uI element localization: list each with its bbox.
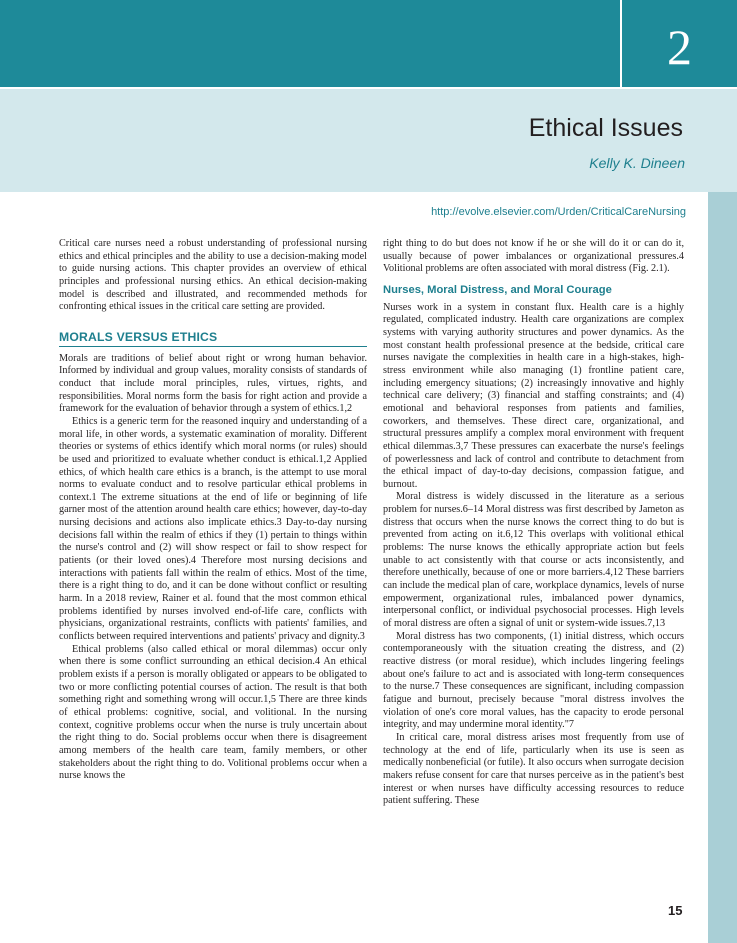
intro-paragraph: Critical care nurses need a robust understanding of professional nursing ethics and ethical principles and the ability to use a decision-making model to guide nursing actions. This chapter provides an overview of ethical principles and professional nursing ethics. An ethical decision-making model is described and illustrated, and recommended methods for confronting ethical issues in the critical care setting are provided. — [59, 238, 367, 313]
section-heading-morals-ethics: MORALS VERSUS ETHICS — [59, 331, 367, 347]
page-number: 15 — [668, 903, 683, 918]
paragraph-ethical-problems: Ethical problems (also called ethical or moral dilemmas) occur only when there is some conflict surrounding an ethical decision.4 An ethical problem exists if a person is morally obligated or appears to be obligated to two or more conflicting potential courses of action. The result is that both something right and something wrong will occur.1,5 There are three kinds of ethical problems: cognitive, social, and volitional. In the nursing context, cognitive problems occur when the nurse is truly uncertain about the right thing to do. Social problems occur when there is disagreement among members of the health care team, family members, or other stakeholders about the right thing to do. Volitional problems occur when a nurse knows the — [59, 643, 367, 782]
side-color-strip — [708, 192, 737, 943]
chapter-number: 2 — [667, 19, 692, 75]
paragraph-volitional-continued: right thing to do but does not know if he or she will do it or can do it, usually because of power imbalances or organizational pressures.4 Volitional problems are often associated with moral distress (Fig. 2.1). — [383, 238, 684, 275]
left-column — [59, 238, 367, 783]
evolve-link[interactable]: http://evolve.elsevier.com/Urden/CriticalCareNursing — [431, 206, 686, 218]
paragraph-morals: Morals are traditions of belief about right or wrong human behavior. Informed by individual and group values, morality consists of standards of conduct that include moral principles, rules, virtues, rights, and responsibilities. Moral norms form the basis for right action and provide a framework for the evaluation of behavior through a system of ethics.1,2 — [59, 352, 367, 415]
paragraph-moral-distress: Moral distress is widely discussed in the literature as a serious problem for nurses.6–14 Moral distress was first described by Jameton as distress that occurs when the nurse knows the correct thing to do but is prevented from acting on it.6,12 This overlaps with volitional ethical problems: The nurse knows the ethically appropriate action but feels unable to act consistently with that course or acts inconsistently, and therefore unethically, because of one or more barriers.4,12 These barriers can include the medical plan of care, workplace dynamics, levels of nurse empowerment, organizational rules, imbalanced power dynamics, interpersonal conflict, or individual psychosocial processes. High levels of moral distress are often a signal of unit or system-wide issues.7,13 — [383, 491, 684, 630]
subsection-heading-moral-distress: Nurses, Moral Distress, and Moral Courage — [383, 283, 612, 296]
chapter-author: Kelly K. Dineen — [589, 155, 685, 171]
paragraph-ethics: Ethics is a generic term for the reasoned inquiry and understanding of a moral life, in other words, a systematic examination of morality. Different theories or systems of ethics identify which moral norms (or rules) should be used and prioritized to evaluate whether conduct is ethical.1,2 Applied ethics, of which health care ethics is a branch, is the attempt to use moral norms to evaluate conduct and to resolve particular ethical problems in context.1 The extreme situations at the end of life or beginning of life garner most of the attention around health care ethics; however, day-to-day nursing decisions and actions also implicate ethics.3 Day-to-day nursing decisions fall within the realm of ethics if they (1) pertain to things within the nurse's control and (2) will show respect or fail to show respect for patients (or their loved ones).4 Therefore most nursing decisions and interactions with patients fall within the realm of ethics. Most of the time, there is a right thing to do, and it can be done without conflict or resulting harm. In a 2018 review, Rainer et al. found that the most common ethical problems identified by nurses involved end-of-life care, conflicts with physicians, organizational restraints, conflicts with patients' families, and conflicts between required interventions and patients' privacy and dignity.3 — [59, 415, 367, 643]
paragraph-critical-care-distress: In critical care, moral distress arises most frequently from use of technology at the end of life, particularly when its use is seen as medically nonbeneficial (or futile). It also occurs when surrogate decision makers refuse consent for care that nurses perceive as in the patient's best interest or when nurses have difficulty accessing resources to reduce patient suffering. These — [383, 731, 684, 807]
chapter-title: Ethical Issues — [528, 114, 683, 142]
chapter-number-box — [620, 0, 737, 87]
paragraph-nurses-system: Nurses work in a system in constant flux. Health care is a highly regulated, complicated industry. Health care organizations are complex systems with varying authority structures and power dynamics. As the most constant health professional presence at the bedside, critical care nurses navigate the complexities in health care in a high-stakes, high-stress environment while also managing (1) frontline patient care, including emergency situations; (2) increasingly innovative and highly technical care delivery; (3) financial and staffing constraints; and (4) emotional and behavioral responses from patients and families, coworkers, and themselves. These direct care, organizational, and structural pressures amplify a complex moral environment with frequent ethical dilemmas.3,7 These pressures can exacerbate the nurse's feelings of powerlessness and lack of control and contribute to detachment from the ethical impact of day-to-day decisions, compassion fatigue, and burnout. — [383, 301, 684, 490]
paragraph-distress-components: Moral distress has two components, (1) initial distress, which occurs contemporaneously with the situation creating the distress, and (2) reactive distress (or moral residue), which includes lingering feelings about one's failure to act and is associated with long-term consequences to the nurse.7 These consequences are significant, including compassion fatigue and burnout, precisely because "moral distress involves the violation of one's core moral values, has the capacity to erode personal integrity, and may undermine moral identity."7 — [383, 630, 684, 731]
right-column — [383, 238, 684, 808]
